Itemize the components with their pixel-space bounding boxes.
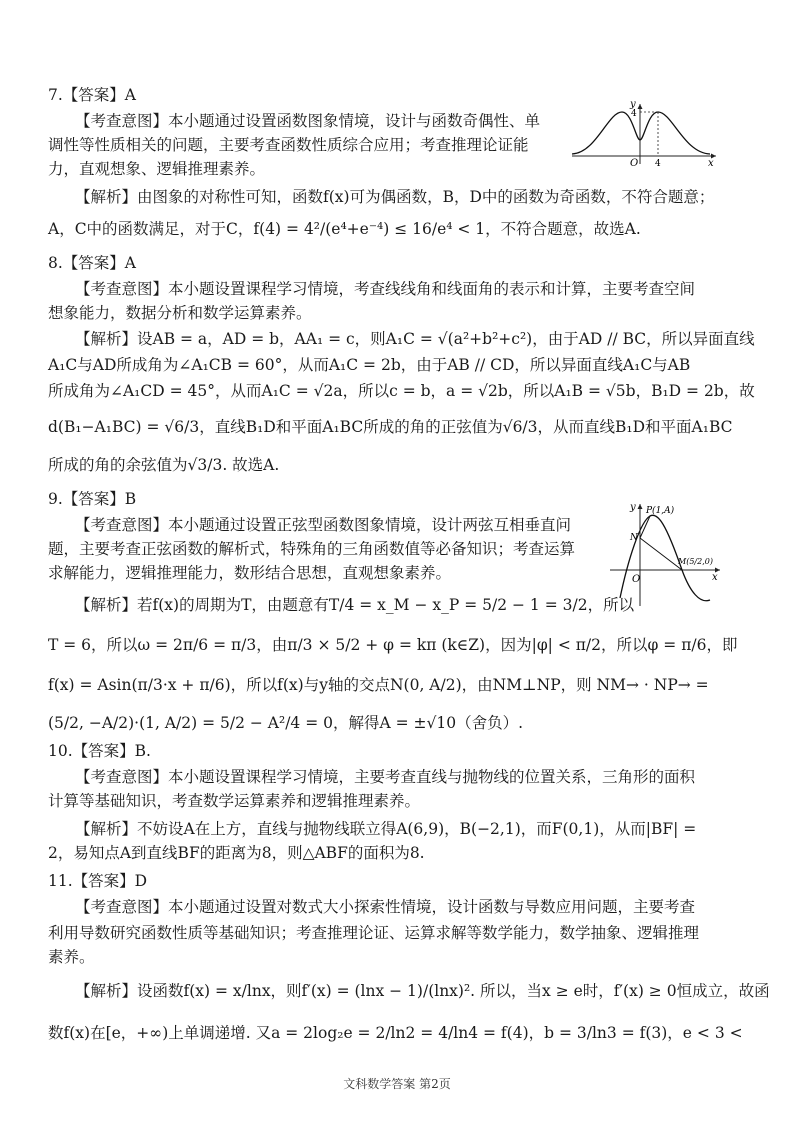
q8-analysis-line-4: d(B₁−A₁BC) = √6/3，直线B₁D和平面A₁BC所成的角的正弦值为√6/3，从而直线B₁D和平面A₁BC [48, 418, 733, 436]
q10-intent-line-1: 【考查意图】本小题设置课程学习情境，主要考查直线与抛物线的位置关系，三角形的面积 [75, 768, 696, 786]
q10-analysis-line-2: 2，易知点A到直线BF的距离为8，则△ABF的面积为8. [48, 844, 425, 862]
q9-point-n-label: N [630, 533, 638, 543]
q7-curve [572, 112, 710, 154]
q11-intent-line-2: 利用导数研究函数性质等基础知识；考查推理论证、运算求解等数学能力，数学抽象、逻辑推理 [48, 924, 700, 942]
q9-analysis-line-1: 【解析】若f(x)的周期为T，由题意有T/4 = x_M − x_P = 5/2 − 1 = 3/2，所以 [75, 596, 635, 614]
q10-analysis-line-1: 【解析】不妨设A在上方，直线与抛物线联立得A(6,9)，B(−2,1)，而F(0,1)，从而|BF| = [75, 820, 697, 838]
q8-analysis-line-5: 所成的角的余弦值为√3/3. 故选A. [48, 456, 280, 474]
q8-intent-line-2: 想象能力，数据分析和数学运算素养。 [48, 304, 312, 322]
q9-intent-line-1: 【考查意图】本小题通过设置正弦型函数图象情境，设计两弦互相垂直问 [75, 516, 572, 534]
q7-header: 7.【答案】A [48, 86, 136, 104]
q7-y-label: y [630, 99, 636, 110]
q11-intent-line-3: 素养。 [48, 948, 95, 966]
q7-y-axis-arrow [638, 104, 643, 109]
q7-origin-label: O [630, 158, 639, 168]
page-footer: 文科数学答案 第2页 [343, 1077, 451, 1091]
q9-analysis-line-4: (5/2, −A/2)·(1, A/2) = 5/2 − A²/4 = 0，解得A = ±√10（舍负）. [48, 714, 524, 732]
q10-intent-line-2: 计算等基础知识，考查数学运算素养和逻辑推理素养。 [48, 792, 421, 810]
q7-intent-line-1: 【考查意图】本小题通过设置函数图象情境，设计与函数奇偶性、单 [75, 112, 541, 130]
q8-header: 8.【答案】A [48, 254, 136, 272]
q10-header: 10.【答案】B. [48, 742, 151, 760]
q7-intent-line-2: 调性等性质相关的问题，主要考查函数性质综合应用；考查推理论证能 [48, 136, 529, 154]
q9-analysis-line-3: f(x) = Asin(π/3·x + π/6)，所以f(x)与y轴的交点N(0, A/2)，由NM⊥NP，则 NM→ · NP→ = [48, 676, 709, 694]
q7-intent-line-3: 力，直观想象、逻辑推理素养。 [48, 160, 266, 178]
q9-header: 9.【答案】B [48, 490, 137, 508]
q8-analysis-line-3: 所成角为∠A₁CD = 45°，从而A₁C = √2a，所以c = b，a = √2b，所以A₁B = √5b，B₁D = 2b，故 [48, 382, 755, 400]
q7-analysis-line-2: A，C中的函数满足，对于C，f(4) = 4²/(e⁴+e⁻⁴) ≤ 16/e⁴ < 1，不符合题意，故选A. [48, 220, 641, 238]
q8-analysis-line-1: 【解析】设AB = a，AD = b，AA₁ = c，则A₁C = √(a²+b²+c²)，由于AD // BC，所以异面直线 [75, 330, 755, 348]
q7-tick-y-4: 4 [631, 109, 637, 119]
q7-tick-x-4: 4 [655, 159, 661, 168]
q9-point-m-label: M(5/2,0) [678, 557, 713, 566]
q9-intent-line-2: 题，主要考查正弦函数的解析式，特殊角的三角函数值等必备知识；考查运算 [48, 540, 576, 558]
q11-analysis-line-2: 数f(x)在[e，+∞)上单调递增. 又a = 2log₂e = 2/ln2 = 4/ln4 = f(4)，b = 3/ln3 = f(3)，e < 3 < [48, 1024, 743, 1042]
q7-analysis-line-1: 【解析】由图象的对称性可知，函数f(x)可为偶函数，B，D中的函数为奇函数，不符合题意； [75, 188, 715, 206]
q9-origin-label: O [632, 574, 641, 585]
q11-header: 11.【答案】D [48, 872, 148, 890]
q9-analysis-line-2: T = 6，所以ω = 2π/6 = π/3，由π/3 × 5/2 + φ = kπ (k∈Z)，因为|φ| < π/2，所以φ = π/6，即 [48, 636, 738, 654]
q9-point-p-label: P(1,A) [646, 506, 675, 516]
q9-x-label: x [712, 572, 718, 583]
q7-graph-figure [566, 98, 726, 168]
q9-y-label: y [630, 502, 636, 513]
q9-graph-figure [606, 500, 726, 610]
q11-analysis-line-1: 【解析】设函数f(x) = x/lnx，则f′(x) = (lnx − 1)/(lnx)². 所以，当x ≥ e时，f′(x) ≥ 0恒成立，故函 [75, 982, 770, 1000]
q7-x-label: x [708, 158, 714, 168]
q8-intent-line-1: 【考查意图】本小题设置课程学习情境，考查线线角和线面角的表示和计算，主要考查空间 [75, 280, 696, 298]
q8-analysis-line-2: A₁C与AD所成角为∠A₁CB = 60°，从而A₁C = 2b，由于AB // CD，所以异面直线A₁C与AB [48, 356, 691, 374]
q11-intent-line-1: 【考查意图】本小题通过设置对数式大小探索性情境，设计函数与导数应用问题，主要考查 [75, 898, 696, 916]
q9-intent-line-3: 求解能力，逻辑推理能力，数形结合思想，直观想象素养。 [48, 564, 452, 582]
q9-y-axis-arrow [638, 504, 643, 509]
